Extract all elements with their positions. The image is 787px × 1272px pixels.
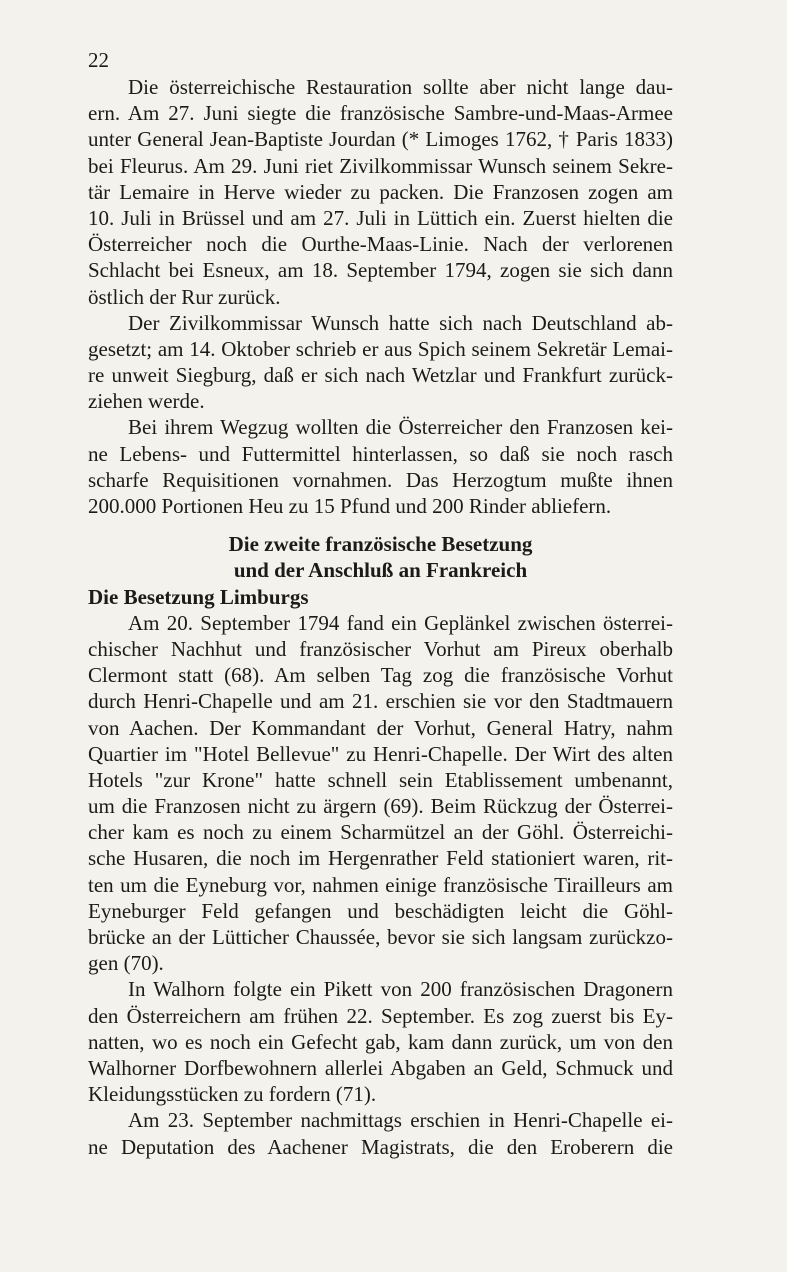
text-line: gesetzt; am 14. Oktober schrieb er aus Spich seinem Sekretär Lemai-: [88, 336, 673, 361]
text-line: Am 23. September nachmittags erschien in Henri-Chapelle ei-: [128, 1108, 673, 1133]
section-heading-line: Die zweite französische Besetzung: [228, 532, 533, 557]
text-line: scharfe Requisitionen vornahmen. Das Herzogtum mußte ihnen: [88, 467, 673, 492]
text-line: In Walhorn folgte ein Pikett von 200 französischen Dragonern: [128, 977, 673, 1002]
paragraph-4: [88, 610, 673, 977]
text-line: Kleidungsstücken zu fordern (71).: [88, 1082, 377, 1107]
text-line: um die Franzosen nicht zu ärgern (69). Beim Rückzug der Österrei-: [88, 794, 673, 819]
text-line: östlich der Rur zurück.: [88, 284, 281, 309]
text-line: von Aachen. Der Kommandant der Vorhut, General Hatry, nahm: [88, 715, 673, 740]
paragraph-3: [88, 414, 673, 519]
text-line: ne Lebens- und Futtermittel hinterlassen, so daß sie noch rasch: [88, 441, 673, 466]
paragraph-6: [88, 1107, 673, 1159]
text-line: ne Deputation des Aachener Magistrats, die den Eroberern die: [88, 1134, 673, 1159]
text-line: Quartier im "Hotel Bellevue" zu Henri-Chapelle. Der Wirt des alten: [88, 741, 673, 766]
text-line: Bei ihrem Wegzug wollten die Österreicher den Franzosen kei-: [128, 415, 673, 440]
text-line: Am 20. September 1794 fand ein Geplänkel zwischen österrei-: [128, 610, 673, 635]
text-line: brücke an der Lütticher Chaussée, bevor sie sich langsam zurückzo-: [88, 925, 673, 949]
text-line: chischer Nachhut und französischer Vorhut am Pireux oberhalb: [88, 636, 673, 661]
text-line: sche Husaren, die noch im Hergenrather Feld stationiert waren, rit-: [88, 846, 673, 871]
text-line: Clermont statt (68). Am selben Tag zog die französische Vorhut: [88, 663, 673, 688]
text-line: bei Fleurus. Am 29. Juni riet Zivilkommissar Wunsch seinem Sekre-: [88, 153, 673, 178]
body-text: [88, 74, 673, 1160]
subheading: Die Besetzung Limburgs: [88, 584, 309, 609]
text-line: tär Lemaire in Herve wieder zu packen. Die Franzosen zogen am: [88, 179, 673, 204]
text-line: Die österreichische Restauration sollte aber nicht lange dau-: [128, 75, 673, 99]
text-line: Schlacht bei Esneux, am 18. September 1794, zogen sie sich dann: [88, 258, 673, 283]
text-line: Österreicher noch die Ourthe-Maas-Linie. Nach der verlorenen: [88, 232, 673, 257]
page-number: 22: [88, 48, 109, 72]
text-line: cher kam es noch zu einem Scharmützel an der Göhl. Österreichi-: [88, 820, 673, 845]
paragraph-1: [88, 74, 673, 310]
text-line: ern. Am 27. Juni siegte die französische Sambre-und-Maas-Armee: [88, 101, 673, 126]
paragraph-5: [88, 976, 673, 1107]
text-line: 200.000 Portionen Heu zu 15 Pfund und 200 Rinder abliefern.: [88, 494, 612, 518]
text-line: ten um die Eyneburg vor, nahmen einige französische Tirailleurs am: [88, 872, 673, 897]
section-spacer: [88, 519, 673, 531]
text-line: ziehen werde.: [88, 389, 205, 414]
text-line: den Österreichern am frühen 22. September. Es zog zuerst bis Ey-: [88, 1003, 673, 1028]
text-line: re unweit Siegburg, daß er sich nach Wetzlar und Frankfurt zurück-: [88, 363, 673, 388]
text-line: Hotels "zur Krone" hatte schnell sein Etablissement umbenannt,: [88, 767, 673, 792]
section-heading: [88, 531, 673, 583]
text-line: 10. Juli in Brüssel und am 27. Juli in Lüttich ein. Zuerst hielten die: [88, 205, 673, 230]
section-heading-line: und der Anschluß an Frankreich: [233, 558, 528, 583]
text-line: durch Henri-Chapelle und am 21. erschien sie vor den Stadtmauern: [88, 689, 673, 714]
text-line: unter General Jean-Baptiste Jourdan (* Limoges 1762, † Paris 1833): [88, 127, 673, 152]
text-line: Der Zivilkommissar Wunsch hatte sich nach Deutschland ab-: [128, 310, 673, 335]
text-line: Eyneburger Feld gefangen und beschädigten leicht die Göhl-: [88, 898, 673, 923]
paragraph-2: [88, 310, 673, 415]
text-line: Walhorner Dorfbewohnern allerlei Abgaben an Geld, Schmuck und: [88, 1055, 673, 1080]
text-line: natten, wo es noch ein Gefecht gab, kam dann zurück, um von den: [88, 1029, 673, 1054]
text-line: gen (70).: [88, 951, 164, 976]
